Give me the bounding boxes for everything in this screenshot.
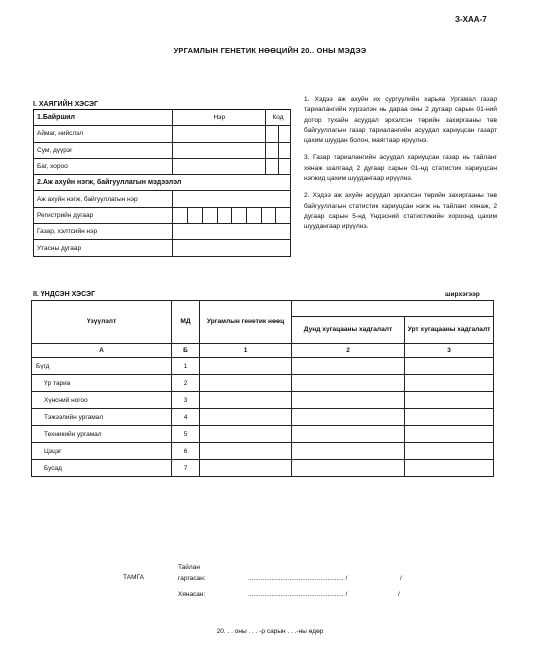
row-label: Цэцэг [32,443,172,460]
letter-2: 2 [292,344,405,358]
sum-code-cell-2[interactable] [279,142,291,158]
section1-heading: I. ХАЯГИЙН ХЭСЭГ [33,101,99,108]
letter-a: А [32,344,172,358]
phone-cell[interactable] [173,240,291,256]
cell-mid[interactable] [292,426,405,443]
cell-long[interactable] [405,443,494,460]
bag-name-cell[interactable] [173,158,266,174]
prepared-slash: / [400,575,402,582]
table-row [32,375,494,392]
cell-long[interactable] [405,392,494,409]
col-name: Нэр [173,110,266,126]
cell-mid[interactable] [292,375,405,392]
row-md: 5 [172,426,200,443]
main-table [31,300,494,477]
row-md: 7 [172,460,200,477]
form-code: З-ХАА-7 [455,15,487,24]
table-row [32,426,494,443]
aimag-code-cell[interactable] [266,126,279,142]
location-label: 1.Байршил [34,110,173,126]
bag-code-cell[interactable] [266,158,279,174]
cell-long[interactable] [405,375,494,392]
page-title: УРГАМЛЫН ГЕНЕТИК НӨӨЦИЙН 20.. ОНЫ МЭДЭЭ [173,46,367,55]
row-sum: Сум, дүүрэг [34,142,173,158]
row-label: Бусад [32,460,172,477]
cell-genetic[interactable] [200,409,292,426]
row-bag: Баг, хороо [34,158,173,174]
cell-mid[interactable] [292,409,405,426]
row-register: Регистрийн дугаар [34,207,173,223]
cell-genetic[interactable] [200,426,292,443]
row-label: Тэжээлийн ургамал [32,409,172,426]
stamp-label: ТАМГА [123,574,144,581]
row-label: Үр тариа [32,375,172,392]
aimag-name-cell[interactable] [173,126,266,142]
prepared-label-1: Тайлан [178,564,200,571]
row-md: 1 [172,358,200,375]
row-aimag: Аймаг, нийслэл [34,126,173,142]
note-2: 3. Газар тариалангийн асуудал хариуцсан газар нь тайланг хянаж шалгаад 2 дугаар сарын 01-нд статистик хариуцсан нэгжид цахим шуудангаар ирүүлнэ. [304,154,497,183]
address-table [33,109,291,257]
section2-heading: II. ҮНДСЭН ХЭСЭГ [33,291,96,298]
checked-slash: / [398,591,400,598]
sum-code-cell[interactable] [266,142,279,158]
header-long-term: Урт хугацааны хадгалалт [405,317,494,344]
table-row [32,460,494,477]
cell-genetic[interactable] [200,460,292,477]
bag-code-cell-2[interactable] [279,158,291,174]
letter-1: 1 [200,344,292,358]
row-label: Хүнсний ногоо [32,392,172,409]
instructions [304,95,497,240]
header-md: МД [172,301,200,344]
register-cells[interactable] [173,207,291,223]
row-org-name: Аж ахуйн нэгж, байгууллагын нэр [34,191,173,207]
table-row [32,358,494,375]
row-phone: Утасны дугаар [34,240,173,256]
prepared-signature-line[interactable]: ..................................................... / [248,575,348,582]
row-label: Бүгд [32,358,172,375]
row-md: 6 [172,443,200,460]
cell-mid[interactable] [292,443,405,460]
cell-genetic[interactable] [200,443,292,460]
header-spacer [292,301,494,317]
checked-signature-line[interactable]: ..................................................... / [248,591,348,598]
letter-3: 3 [405,344,494,358]
row-label: Техникийн ургамал [32,426,172,443]
cell-genetic[interactable] [200,392,292,409]
cell-long[interactable] [405,460,494,477]
note-1: 1. Хэдээ аж ахуйн их сургуулийн харьяа Ургамал газар тариалангийн хүрээлэн нь дараа оны 2 дугаар сарын 01-ний дотор тухайн асуудал эрхэлсэн төрийн захиргааны төв байгууллагын газар тариалангийн асуудал хариуцсан газарт цахим шуудан болон, маягтаар ирүүлнэ. [304,96,497,145]
row-department: Газар, хэлтсийн нэр [34,224,173,240]
department-cell[interactable] [173,224,291,240]
org-name-cell[interactable] [173,191,291,207]
cell-genetic[interactable] [200,375,292,392]
table-row [32,392,494,409]
cell-long[interactable] [405,426,494,443]
row-md: 4 [172,409,200,426]
prepared-label-2: гаргасан: [178,575,206,582]
org-label: 2.Аж ахуйн нэгж, байгууллагын мэдээлэл [34,175,291,191]
header-genetic: Ургамлын генетик нөөц [200,301,292,344]
note-3: 2. Хэдээ аж ахуйн асуудал эрхэлсэн төрийн захиргааны төв байгууллагын статистик хариуцсан нэгж нь тайланг хянаж, 2 дугаар сарын 5-нд Үндэсний статистикийн хороонд цахим шуудангаар ирүүлнэ. [304,192,497,231]
date-line: 20. . . оны . . . -р сарын . . .-ны өдөр [216,628,324,635]
col-code: Код [266,110,291,126]
header-mid-term: Дунд хугацааны хадгалалт [292,317,405,344]
row-md: 2 [172,375,200,392]
cell-long[interactable] [405,409,494,426]
row-md: 3 [172,392,200,409]
letter-b: Б [172,344,200,358]
aimag-code-cell-2[interactable] [279,126,291,142]
table-row [32,409,494,426]
header-indicator: Үзүүлэлт [32,301,172,344]
cell-mid[interactable] [292,358,405,375]
cell-long[interactable] [405,358,494,375]
cell-mid[interactable] [292,392,405,409]
table-row [32,443,494,460]
cell-mid[interactable] [292,460,405,477]
checked-label: Хянасан: [178,591,206,598]
unit-label: ширхэгээр [445,291,480,298]
sum-name-cell[interactable] [173,142,266,158]
cell-genetic[interactable] [200,358,292,375]
